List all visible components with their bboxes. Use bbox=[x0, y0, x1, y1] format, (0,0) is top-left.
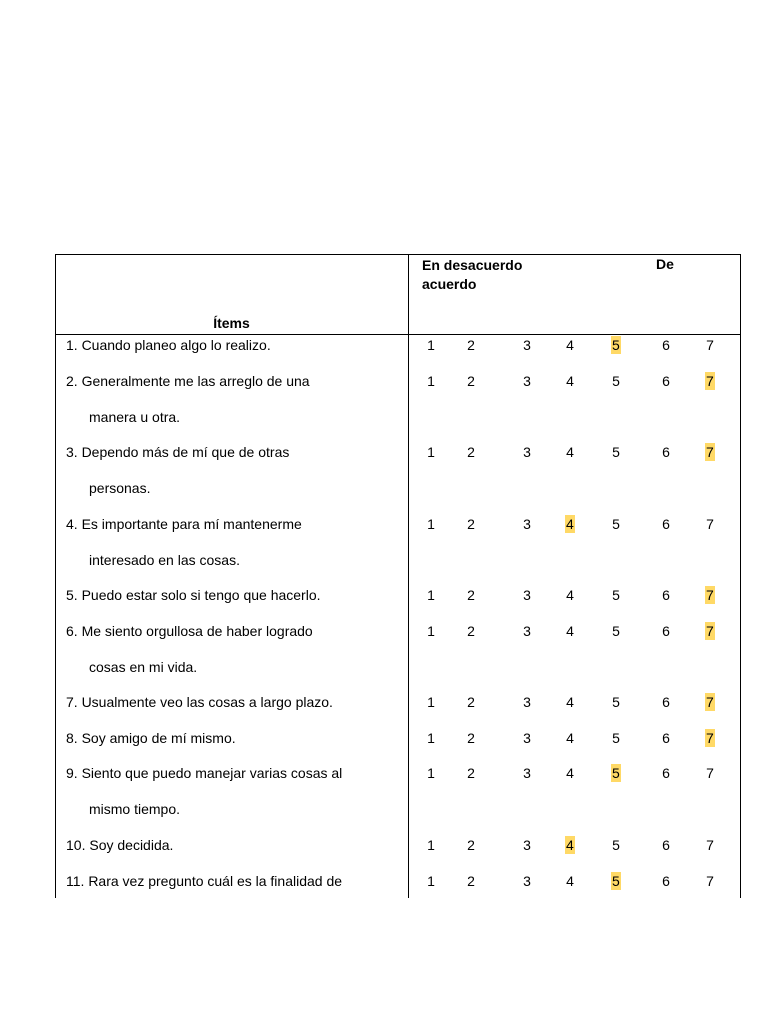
scale-option: 7 bbox=[706, 836, 714, 853]
scale-option: 3 bbox=[523, 586, 531, 603]
table-row bbox=[55, 506, 741, 577]
table-row bbox=[55, 755, 741, 826]
item-text bbox=[66, 506, 406, 578]
table-row bbox=[55, 827, 741, 863]
item-text-continuation: cosas en mi vida. bbox=[89, 658, 198, 675]
scale-option: 2 bbox=[467, 729, 475, 746]
item-text-continuation: personas. bbox=[89, 480, 151, 497]
scale-option: 2 bbox=[467, 337, 475, 353]
scale-option: 4 bbox=[566, 694, 574, 710]
scale-option: 3 bbox=[523, 372, 531, 389]
scale-option: 2 bbox=[467, 872, 475, 889]
items-column-header: Ítems bbox=[213, 315, 250, 331]
scale-option: 6 bbox=[662, 515, 670, 532]
item-text bbox=[66, 827, 406, 863]
item-text-line: 8. Soy amigo de mí mismo. bbox=[66, 729, 236, 746]
scale-option: 6 bbox=[662, 586, 670, 603]
scale-option: 2 bbox=[467, 836, 475, 853]
scale-option: 4 bbox=[566, 872, 574, 889]
item-text-continuation: manera u otra. bbox=[89, 408, 181, 425]
scale-option: 5 bbox=[612, 836, 620, 853]
item-text-line: 9. Siento que puedo manejar varias cosas al bbox=[66, 765, 343, 782]
scale-option-selected: 7 bbox=[706, 586, 714, 603]
scale-option: 4 bbox=[566, 729, 574, 746]
scale-option-selected: 4 bbox=[566, 836, 574, 853]
scale-option: 3 bbox=[523, 337, 531, 353]
scale-option: 1 bbox=[427, 622, 435, 639]
scale-option: 3 bbox=[523, 836, 531, 853]
scale-option: 6 bbox=[662, 622, 670, 639]
scale-option: 7 bbox=[706, 337, 714, 353]
scale-option: 1 bbox=[427, 872, 435, 889]
scale-option-selected: 5 bbox=[612, 337, 620, 353]
scale-option: 3 bbox=[523, 622, 531, 639]
table-row bbox=[55, 434, 741, 505]
scale-option-selected: 7 bbox=[706, 729, 714, 746]
scale-option: 2 bbox=[467, 515, 475, 532]
scale-header-left bbox=[422, 256, 522, 294]
scale-option: 4 bbox=[566, 765, 574, 782]
scale-option: 6 bbox=[662, 836, 670, 853]
scale-option-selected: 5 bbox=[612, 765, 620, 782]
scale-option: 5 bbox=[612, 729, 620, 746]
item-text-line: 1. Cuando planeo algo lo realizo. bbox=[66, 337, 271, 353]
scale-option-selected: 7 bbox=[706, 694, 714, 710]
item-text bbox=[66, 863, 406, 899]
item-text bbox=[66, 720, 406, 756]
item-text-line: 5. Puedo estar solo si tengo que hacerlo. bbox=[66, 586, 321, 603]
scale-header-left-line2: acuerdo bbox=[422, 276, 477, 292]
table-row bbox=[55, 363, 741, 434]
scale-option: 5 bbox=[612, 694, 620, 710]
scale-option: 6 bbox=[662, 872, 670, 889]
item-text-line: 7. Usualmente veo las cosas a largo plazo. bbox=[66, 694, 333, 710]
item-text-line: 4. Es importante para mí mantenerme bbox=[66, 515, 302, 532]
scale-option: 4 bbox=[566, 586, 574, 603]
item-text bbox=[66, 577, 406, 613]
scale-option: 1 bbox=[427, 444, 435, 461]
scale-table bbox=[55, 254, 741, 898]
scale-option: 1 bbox=[427, 694, 435, 710]
scale-option: 3 bbox=[523, 515, 531, 532]
item-text-line: 2. Generalmente me las arreglo de una bbox=[66, 372, 310, 389]
scale-option: 1 bbox=[427, 836, 435, 853]
scale-option: 4 bbox=[566, 622, 574, 639]
scale-option: 5 bbox=[612, 586, 620, 603]
scale-option: 1 bbox=[427, 729, 435, 746]
item-text-continuation: mismo tiempo. bbox=[89, 801, 181, 818]
scale-option-selected: 7 bbox=[706, 444, 714, 461]
scale-option: 5 bbox=[612, 444, 620, 461]
scale-option: 6 bbox=[662, 729, 670, 746]
scale-option: 2 bbox=[467, 622, 475, 639]
scale-option: 1 bbox=[427, 765, 435, 782]
item-text bbox=[66, 363, 406, 435]
item-text bbox=[66, 684, 406, 720]
item-text bbox=[66, 613, 406, 685]
scale-option: 7 bbox=[706, 515, 714, 532]
scale-option: 1 bbox=[427, 372, 435, 389]
scale-option: 2 bbox=[467, 694, 475, 710]
scale-option: 1 bbox=[427, 515, 435, 532]
item-text-line: 10. Soy decidida. bbox=[66, 836, 174, 853]
scale-option: 7 bbox=[706, 872, 714, 889]
scale-option: 6 bbox=[662, 694, 670, 710]
item-text bbox=[66, 755, 406, 827]
scale-option: 7 bbox=[706, 765, 714, 782]
item-text-continuation: interesado en las cosas. bbox=[89, 551, 240, 568]
scale-option-selected: 5 bbox=[612, 872, 620, 889]
table-row bbox=[55, 327, 741, 363]
scale-option: 4 bbox=[566, 372, 574, 389]
item-text bbox=[66, 434, 406, 506]
scale-option: 3 bbox=[523, 765, 531, 782]
table-row bbox=[55, 577, 741, 613]
scale-option: 2 bbox=[467, 444, 475, 461]
scale-header-left-line1: En desacuerdo bbox=[422, 257, 523, 273]
scale-option: 4 bbox=[566, 444, 574, 461]
scale-option: 3 bbox=[523, 444, 531, 461]
item-text bbox=[66, 327, 406, 363]
scale-option: 6 bbox=[662, 337, 670, 353]
item-text-line: 3. Dependo más de mí que de otras bbox=[66, 444, 290, 461]
table-border-top bbox=[55, 254, 741, 255]
scale-option: 6 bbox=[662, 765, 670, 782]
scale-option: 4 bbox=[566, 337, 574, 353]
scale-option: 3 bbox=[523, 872, 531, 889]
scale-option: 2 bbox=[467, 586, 475, 603]
scale-option: 3 bbox=[523, 694, 531, 710]
scale-option: 6 bbox=[662, 372, 670, 389]
scale-option: 3 bbox=[523, 729, 531, 746]
scale-option: 2 bbox=[467, 372, 475, 389]
table-row bbox=[55, 863, 741, 899]
item-text-line: 11. Rara vez pregunto cuál es la finalidad de bbox=[66, 872, 343, 889]
scale-option: 5 bbox=[612, 622, 620, 639]
scale-option: 5 bbox=[612, 515, 620, 532]
scale-option-selected: 4 bbox=[566, 515, 574, 532]
scale-option: 6 bbox=[662, 444, 670, 461]
table-row bbox=[55, 613, 741, 684]
table-row bbox=[55, 684, 741, 720]
scale-option: 1 bbox=[427, 337, 435, 353]
scale-option: 1 bbox=[427, 586, 435, 603]
scale-option-selected: 7 bbox=[706, 622, 714, 639]
scale-option: 5 bbox=[612, 372, 620, 389]
item-text-line: 6. Me siento orgullosa de haber logrado bbox=[66, 622, 313, 639]
scale-header-right: De bbox=[656, 256, 674, 272]
table-row bbox=[55, 720, 741, 756]
scale-option-selected: 7 bbox=[706, 372, 714, 389]
scale-option: 2 bbox=[467, 765, 475, 782]
